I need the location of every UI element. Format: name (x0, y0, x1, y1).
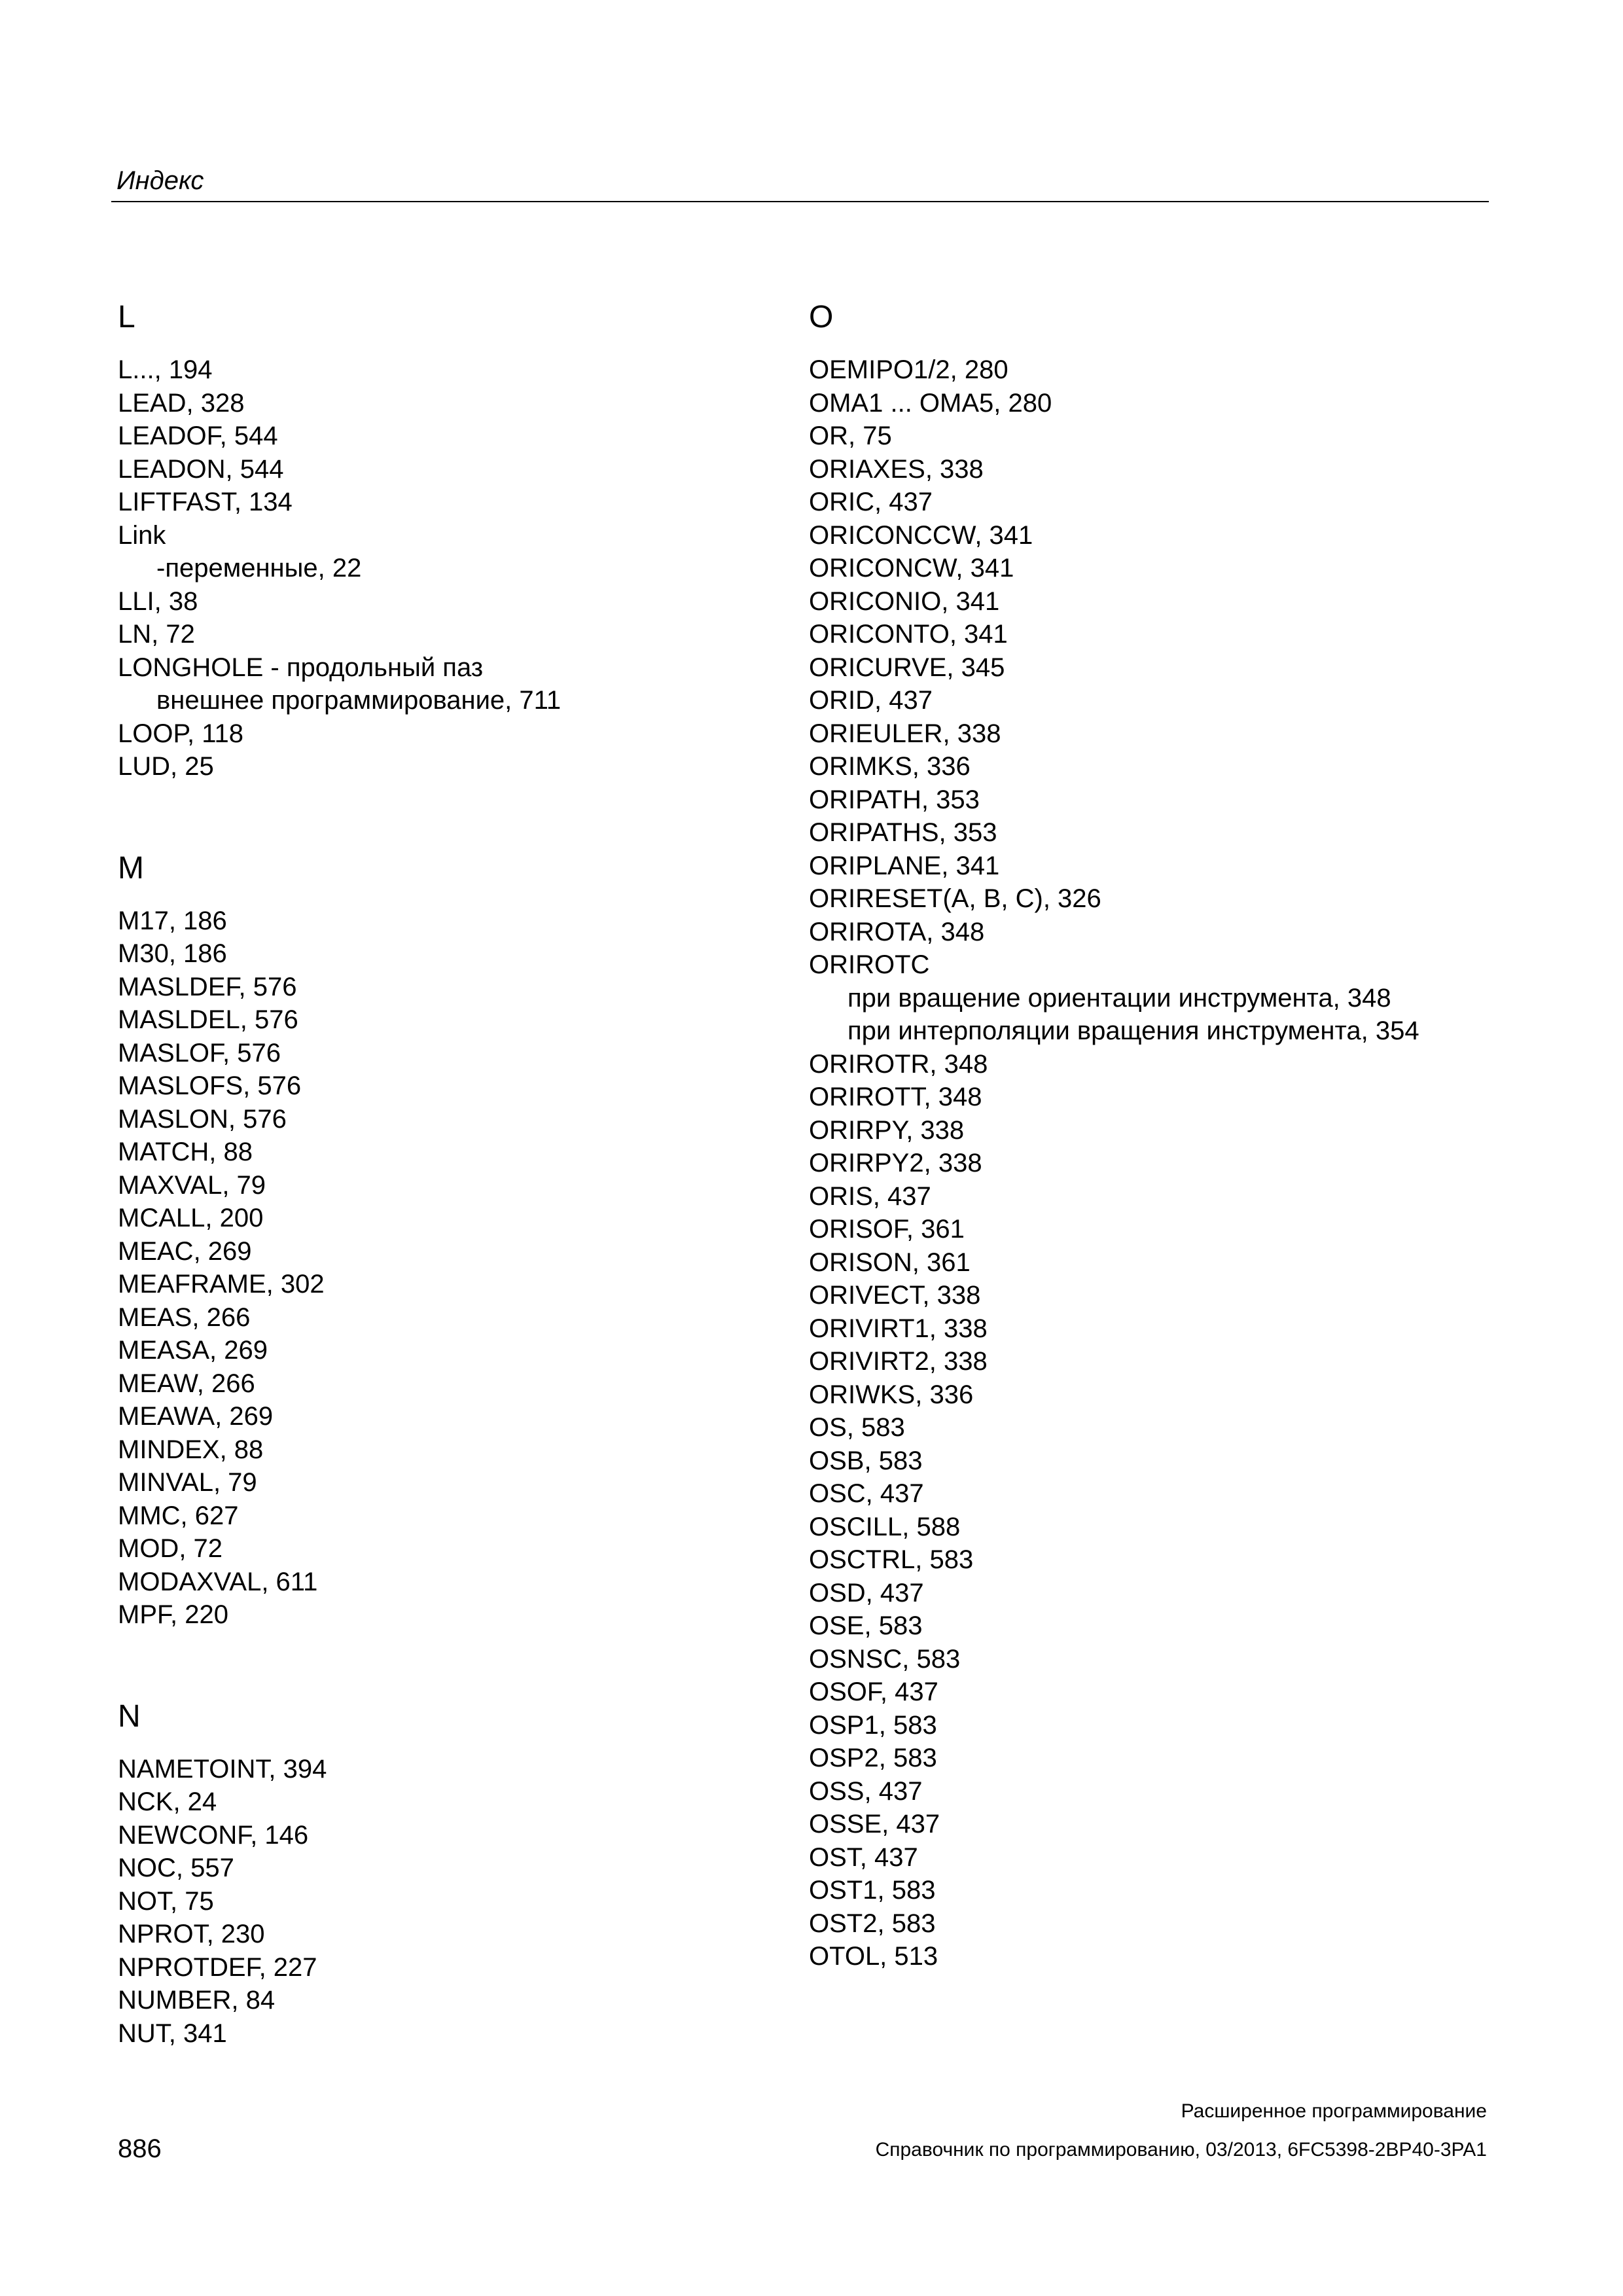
index-entry: MOD, 72 (118, 1534, 223, 1563)
index-entry: MASLOFS, 576 (118, 1071, 302, 1100)
index-entry: M30, 186 (118, 939, 227, 968)
index-entry: MASLON, 576 (118, 1104, 287, 1134)
page-header-title: Индекс (116, 166, 204, 195)
header-divider (111, 201, 1489, 202)
index-entry: NEWCONF, 146 (118, 1820, 309, 1850)
index-column-right (809, 298, 1489, 1973)
entry-list (118, 353, 772, 783)
index-entry: ORIROTR, 348 (809, 1049, 988, 1079)
index-entry: ORICONCCW, 341 (809, 520, 1033, 550)
index-entry: LEADON, 544 (118, 454, 284, 484)
index-section-l (118, 298, 772, 783)
index-entry: ORIRPY, 338 (809, 1115, 965, 1145)
index-section-n (118, 1697, 772, 2051)
index-entry: ORIPLANE, 341 (809, 851, 1000, 880)
section-letter: N (118, 1698, 141, 1734)
index-entry: ORIRESET(A, B, C), 326 (809, 884, 1101, 913)
index-entry: MEASA, 269 (118, 1336, 268, 1365)
index-entry: ORIWKS, 336 (809, 1380, 974, 1409)
index-entry: OST, 437 (809, 1842, 918, 1872)
index-entry: M17, 186 (118, 906, 227, 935)
index-entry: MCALL, 200 (118, 1204, 264, 1232)
index-entry: OSOF, 437 (809, 1677, 938, 1706)
index-entry: ORICONCW, 341 (809, 554, 1014, 583)
index-entry: LLI, 38 (118, 586, 198, 616)
index-entry: NOT, 75 (118, 1886, 214, 1916)
index-entry: OTOL, 513 (809, 1942, 938, 1971)
index-entry: NAMETOINT, 394 (118, 1754, 327, 1784)
index-subentry: внешнее программирование, 711 (156, 686, 562, 715)
index-entry: ORIVECT, 338 (809, 1281, 981, 1310)
index-entry: NUT, 341 (118, 2018, 227, 2048)
index-entry: NCK, 24 (118, 1787, 217, 1816)
index-entry: OST2, 583 (809, 1909, 936, 1938)
index-entry: ORIVIRT2, 338 (809, 1347, 988, 1376)
index-entry: MINVAL, 79 (118, 1468, 257, 1497)
index-entry: LEADOF, 544 (118, 422, 278, 450)
index-entry: MATCH, 88 (118, 1138, 253, 1166)
index-entry: MINDEX, 88 (118, 1435, 264, 1464)
index-entry: ORIROTC (809, 950, 930, 979)
index-entry: ORISOF, 361 (809, 1215, 965, 1244)
index-entry: OR, 75 (809, 422, 892, 450)
index-entry: OSC, 437 (809, 1479, 924, 1508)
index-entry: ORIS, 437 (809, 1181, 931, 1211)
index-entry: OMA1 ... OMA5, 280 (809, 388, 1052, 418)
index-entry: ORIVIRT1, 338 (809, 1314, 988, 1343)
index-entry: ORIRPY2, 338 (809, 1149, 982, 1177)
index-entry: ORIEULER, 338 (809, 719, 1001, 748)
index-entry: LUD, 25 (118, 752, 214, 781)
entry-list (118, 1753, 772, 2051)
section-letter: L (118, 300, 135, 334)
index-entry: OSNSC, 583 (809, 1644, 961, 1674)
index-entry: ORID, 437 (809, 686, 933, 715)
index-entry: Link (118, 520, 166, 550)
index-entry: OSCTRL, 583 (809, 1545, 974, 1574)
index-entry: ORIPATH, 353 (809, 785, 980, 814)
index-entry: L..., 194 (118, 355, 213, 384)
index-entry: OSD, 437 (809, 1578, 924, 1607)
index-entry: NPROTDEF, 227 (118, 1952, 317, 1982)
index-entry: MASLDEL, 576 (118, 1005, 298, 1034)
index-entry: OSP1, 583 (809, 1710, 937, 1740)
index-entry: MEAWA, 269 (118, 1402, 274, 1431)
index-entry: ORIPATHS, 353 (809, 818, 997, 847)
index-entry: MASLOF, 576 (118, 1038, 281, 1067)
index-subentry: при вращение ориентации инструмента, 348 (847, 983, 1391, 1013)
index-entry: ORICONTO, 341 (809, 620, 1008, 649)
entry-list (118, 905, 772, 1632)
index-entry: OSCILL, 588 (809, 1512, 961, 1541)
index-subentry: -переменные, 22 (156, 554, 362, 583)
index-entry: OSS, 437 (809, 1776, 923, 1806)
index-entry: MODAXVAL, 611 (118, 1567, 318, 1596)
index-entry: OSB, 583 (809, 1446, 923, 1475)
index-entry: MEAS, 266 (118, 1302, 251, 1332)
index-entry: MEAW, 266 (118, 1369, 255, 1398)
index-entry: MAXVAL, 79 (118, 1170, 266, 1200)
index-entry: OST1, 583 (809, 1876, 936, 1905)
index-entry: LEAD, 328 (118, 388, 245, 418)
index-entry: LOOP, 118 (118, 719, 243, 748)
index-entry: MEAC, 269 (118, 1236, 252, 1266)
index-entry: ORIAXES, 338 (809, 454, 984, 484)
index-column-left (118, 298, 772, 2050)
index-entry: ORIROTT, 348 (809, 1083, 982, 1111)
section-letter: M (118, 850, 144, 886)
index-entry: MMC, 627 (118, 1501, 239, 1530)
index-entry: OSE, 583 (809, 1611, 923, 1640)
index-entry: ORIC, 437 (809, 488, 933, 516)
index-entry: ORICURVE, 345 (809, 653, 1005, 682)
index-entry: OSSE, 437 (809, 1810, 940, 1839)
section-letter: O (809, 300, 834, 334)
index-entry: ORICONIO, 341 (809, 586, 1000, 616)
index-entry: LIFTFAST, 134 (118, 488, 293, 516)
index-entry: MEAFRAME, 302 (118, 1270, 325, 1299)
index-entry: LN, 72 (118, 620, 195, 649)
footer-reference: Справочник по программированию, 03/2013, 6FC5398-2BP40-3PA1 (875, 2139, 1487, 2161)
entry-list (809, 353, 1489, 1973)
index-section-m (118, 849, 772, 1632)
index-entry: ORIROTA, 348 (809, 917, 985, 946)
index-section-o (809, 298, 1489, 1973)
page-number: 886 (118, 2134, 162, 2163)
index-entry: ORIMKS, 336 (809, 752, 971, 781)
index-entry: ORISON, 361 (809, 1247, 971, 1277)
index-subentry: при интерполяции вращения инструмента, 354 (847, 1016, 1419, 1045)
index-entry: LONGHOLE - продольный паз (118, 653, 484, 682)
index-entry: NOC, 557 (118, 1854, 234, 1882)
footer-book-title: Расширенное программирование (1181, 2100, 1487, 2122)
index-entry: NPROT, 230 (118, 1920, 265, 1948)
index-entry: NUMBER, 84 (118, 1986, 276, 2015)
index-entry: OS, 583 (809, 1413, 905, 1442)
index-entry: MPF, 220 (118, 1600, 228, 1629)
index-entry: MASLDEF, 576 (118, 972, 297, 1001)
index-entry: OSP2, 583 (809, 1744, 937, 1772)
index-entry: OEMIPO1/2, 280 (809, 355, 1008, 384)
